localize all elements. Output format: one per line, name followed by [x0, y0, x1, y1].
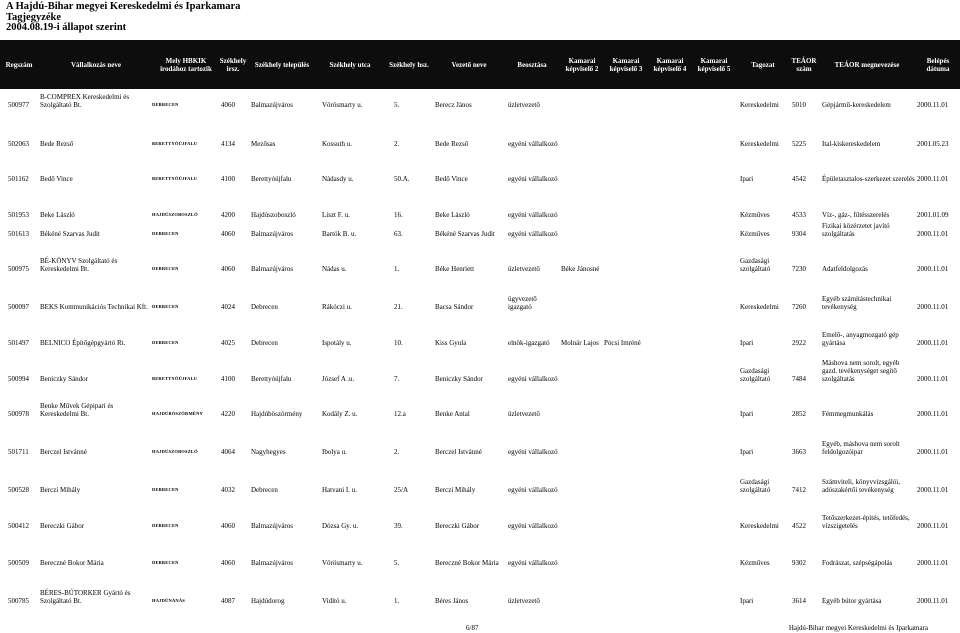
- cell-tagozat: Kézműves: [740, 559, 770, 567]
- cell-leader: Béke Henriett: [435, 265, 475, 273]
- header-irsz: Székhely irsz.: [219, 56, 247, 73]
- cell-tagozat: Kereskedelmi: [740, 303, 779, 311]
- cell-town: Debrecen: [251, 339, 278, 347]
- cell-date: 2000.11.01: [917, 448, 949, 456]
- cell-teaor: 7412: [792, 486, 806, 494]
- cell-pos: ügyvezető igazgató: [508, 295, 537, 311]
- cell-tagozat: Gazdasági szolgáltató: [740, 367, 771, 383]
- cell-pos: üzletvezető: [508, 410, 540, 418]
- header-regszam: Regszám: [5, 60, 33, 69]
- cell-k2: Molnár Lajos: [561, 339, 599, 347]
- cell-pos: egyéni vállalkozó: [508, 486, 558, 494]
- header-vallalkozas-neve: Vállalkozás neve: [71, 60, 121, 69]
- header-beosztas: Beosztása: [517, 60, 547, 69]
- header-hsz: Székhely hsz.: [389, 60, 429, 69]
- cell-street: Ispotály u.: [322, 339, 352, 347]
- cell-name: Beke László: [40, 211, 75, 219]
- cell-zip: 4100: [221, 175, 235, 183]
- cell-hsz: 21.: [394, 303, 403, 311]
- cell-hsz: 39.: [394, 522, 403, 530]
- cell-leader: Benke Antal: [435, 410, 470, 418]
- cell-name: BEKS Kommunikációs Technikai Kft.: [40, 303, 148, 311]
- cell-reg: 500509: [8, 559, 29, 567]
- cell-town: Balmazújváros: [251, 230, 293, 238]
- cell-name: Bereczki Gábor: [40, 522, 85, 530]
- cell-city: DEBRECEN: [152, 231, 179, 236]
- cell-city: DEBRECEN: [152, 102, 179, 107]
- cell-teaor: 2922: [792, 339, 806, 347]
- cell-leader: Bereczki Gábor: [435, 522, 480, 530]
- cell-tagozat: Kereskedelmi: [740, 522, 779, 530]
- header-teaor-szam: TEÁOR szám: [791, 56, 817, 73]
- cell-pos: egyéni vállalkozó: [508, 375, 558, 383]
- cell-hsz: 2.: [394, 448, 400, 456]
- cell-teaor-name: Egyéb, máshova nem sorolt feldolgozóipar: [822, 440, 900, 456]
- cell-zip: 4134: [221, 140, 235, 148]
- cell-hsz: 2.: [394, 140, 400, 148]
- cell-date: 2000.11.01: [917, 597, 949, 605]
- cell-name: Benke Művek Gépipari és Kereskedelmi Bt.: [40, 402, 114, 418]
- cell-k3: Pócsi Imréné: [604, 339, 641, 347]
- cell-city: DEBRECEN: [152, 340, 179, 345]
- cell-reg: 502063: [8, 140, 29, 148]
- cell-zip: 4024: [221, 303, 235, 311]
- cell-reg: 500978: [8, 410, 29, 418]
- cell-zip: 4060: [221, 522, 235, 530]
- cell-teaor: 3614: [792, 597, 806, 605]
- cell-date: 2000.11.01: [917, 559, 949, 567]
- header-telepules: Székhely település: [254, 60, 310, 69]
- cell-city: DEBRECEN: [152, 523, 179, 528]
- cell-city: DEBRECEN: [152, 487, 179, 492]
- cell-date: 2000.11.01: [917, 339, 949, 347]
- cell-town: Balmazújváros: [251, 265, 293, 273]
- cell-name: Beniczky Sándor: [40, 375, 89, 383]
- cell-leader: Kiss Gyula: [435, 339, 467, 347]
- cell-leader: Bede Rezső: [435, 140, 469, 148]
- cell-street: Kossuth u.: [322, 140, 352, 148]
- cell-teaor: 4533: [792, 211, 806, 219]
- cell-teaor: 7484: [792, 375, 806, 383]
- cell-tagozat: Ipari: [740, 597, 754, 605]
- cell-date: 2000.11.01: [917, 410, 949, 418]
- cell-tagozat: Ipari: [740, 448, 754, 456]
- cell-teaor-name: Emelő-, anyagmozgató gép gyártása: [822, 331, 899, 347]
- cell-hsz: 5.: [394, 559, 400, 567]
- cell-city: DEBRECEN: [152, 266, 179, 271]
- table-header: [0, 40, 960, 89]
- cell-zip: 4060: [221, 265, 235, 273]
- cell-tagozat: Ipari: [740, 175, 754, 183]
- cell-hsz: 7.: [394, 375, 400, 383]
- cell-hsz: 10.: [394, 339, 403, 347]
- cell-street: Nádas u.: [322, 265, 347, 273]
- cell-town: Hajdúdorog: [251, 597, 285, 605]
- cell-leader: Berczel Istvánné: [435, 448, 482, 456]
- cell-reg: 500528: [8, 486, 29, 494]
- cell-pos: elnök-igazgató: [508, 339, 550, 347]
- cell-date: 2000.11.01: [917, 486, 949, 494]
- cell-teaor: 9302: [792, 559, 806, 567]
- header-kepviselo-4: Kamarai képviselő 4: [653, 56, 687, 73]
- cell-pos: üzletvezető: [508, 597, 540, 605]
- cell-hsz: 25/A: [394, 486, 408, 494]
- cell-pos: üzletvezető: [508, 101, 540, 109]
- cell-name: Bede Rezső: [40, 140, 74, 148]
- cell-date: 2000.11.01: [917, 265, 949, 273]
- cell-teaor: 4542: [792, 175, 806, 183]
- cell-teaor: 3663: [792, 448, 806, 456]
- title-line-1: A Hajdú-Bihar megyei Kereskedelmi és Iparkamara: [6, 1, 241, 12]
- cell-hsz: 5.: [394, 101, 400, 109]
- cell-town: Hajdúszoboszló: [251, 211, 296, 219]
- cell-zip: 4032: [221, 486, 235, 494]
- cell-name: Berczi Mihály: [40, 486, 81, 494]
- cell-town: Nagyhegyes: [251, 448, 286, 456]
- cell-teaor-name: Egyéb bútor gyártása: [822, 597, 882, 605]
- cell-reg: 500975: [8, 265, 29, 273]
- cell-reg: 500994: [8, 375, 29, 383]
- cell-date: 2000.11.01: [917, 522, 949, 530]
- cell-street: Bartók B. u.: [322, 230, 357, 238]
- cell-zip: 4100: [221, 375, 235, 383]
- cell-leader: Béres János: [435, 597, 469, 605]
- cell-teaor-name: Számviteli, könyvvizsgálói, adószakértői tevékenység: [822, 478, 900, 494]
- cell-tagozat: Ipari: [740, 410, 754, 418]
- header-kepviselo-2: Kamarai képviselő 2: [565, 56, 599, 73]
- header-kepviselo-5: Kamarai képviselő 5: [697, 56, 731, 73]
- cell-tagozat: Ipari: [740, 339, 754, 347]
- header-kepviselo-3: Kamarai képviselő 3: [609, 56, 643, 73]
- header-iroda: Mely HBKIK irodához tartozik: [160, 56, 212, 73]
- cell-tagozat: Gazdasági szolgáltató: [740, 478, 771, 494]
- cell-street: Vidító u.: [322, 597, 347, 605]
- cell-reg: 500977: [8, 101, 29, 109]
- cell-pos: egyéni vállalkozó: [508, 175, 558, 183]
- cell-name: BÉRES-BÚTORKER Gyártó és Szolgáltató Bt.: [40, 589, 131, 605]
- cell-teaor: 2852: [792, 410, 806, 418]
- cell-reg: 500785: [8, 597, 29, 605]
- cell-leader: Bacsa Sándor: [435, 303, 474, 311]
- cell-date: 2000.11.01: [917, 375, 949, 383]
- cell-street: Kodály Z. u.: [322, 410, 358, 418]
- cell-city: BERETTYÓÚJFALU: [152, 376, 198, 381]
- cell-town: Berettyóújfalu: [251, 375, 292, 383]
- cell-teaor-name: Épületasztalos-szerkezet szerelés: [822, 175, 915, 183]
- cell-town: Debrecen: [251, 486, 278, 494]
- cell-teaor-name: Tetőszerkezet-építés, tetőfedés, vízszigetelés: [822, 514, 910, 530]
- cell-leader: Beke László: [435, 211, 470, 219]
- title-line-3: 2004.08.19-i állapot szerint: [6, 22, 127, 33]
- cell-city: HAJDÚSZOBOSZLÓ: [152, 449, 198, 454]
- footer-organization: Hajdú-Bihar megyei Kereskedelmi és Iparkamara: [788, 624, 928, 632]
- cell-street: Nádasdy u.: [322, 175, 354, 183]
- cell-teaor-name: Egyéb számítástechnikai tevékenység: [822, 295, 892, 311]
- cell-hsz: 50.A.: [394, 175, 410, 183]
- cell-teaor-name: Fodrászat, szépségápolás: [822, 559, 893, 567]
- cell-k2: Béke Jánosné: [561, 265, 600, 273]
- cell-pos: egyéni vállalkozó: [508, 522, 558, 530]
- cell-hsz: 12.a: [394, 410, 406, 418]
- cell-tagozat: Kereskedelmi: [740, 140, 779, 148]
- cell-pos: egyéni vállalkozó: [508, 230, 558, 238]
- cell-reg: 500412: [8, 522, 29, 530]
- cell-hsz: 1.: [394, 265, 400, 273]
- cell-zip: 4200: [221, 211, 235, 219]
- cell-reg: 501162: [8, 175, 29, 183]
- header-utca: Székhely utca: [329, 60, 371, 69]
- cell-hsz: 16.: [394, 211, 403, 219]
- cell-town: Balmazújváros: [251, 101, 293, 109]
- title-line-2: Tagjegyzéke: [6, 11, 62, 23]
- cell-name: Bereczné Bokor Mária: [40, 559, 104, 567]
- header-belepes-datuma: Belépés dátuma: [926, 56, 950, 73]
- cell-name: B-COMPREX Kereskedelmi és Szolgáltató Bt.: [40, 93, 130, 109]
- cell-zip: 4060: [221, 559, 235, 567]
- cell-teaor: 7260: [792, 303, 806, 311]
- cell-teaor-name: Fizikai közérzetet javító szolgáltatás: [822, 222, 890, 238]
- cell-zip: 4060: [221, 101, 235, 109]
- cell-zip: 4220: [221, 410, 235, 418]
- cell-name: Békéné Szarvas Judit: [40, 230, 100, 238]
- cell-reg: 500097: [8, 303, 29, 311]
- cell-street: Hatvani I. u.: [322, 486, 357, 494]
- cell-town: Mezősas: [251, 140, 276, 148]
- cell-reg: 501613: [8, 230, 29, 238]
- cell-teaor-name: Víz-, gáz-, fűtésszerelés: [822, 211, 890, 219]
- cell-teaor: 5010: [792, 101, 806, 109]
- cell-tagozat: Kézműves: [740, 230, 770, 238]
- cell-street: József A .u.: [322, 375, 355, 383]
- cell-street: Ibolya u.: [322, 448, 347, 456]
- cell-town: Balmazújváros: [251, 522, 293, 530]
- cell-teaor: 5225: [792, 140, 806, 148]
- cell-leader: Berczi Mihály: [435, 486, 476, 494]
- cell-street: Vörösmarty u.: [322, 101, 363, 109]
- cell-zip: 4087: [221, 597, 235, 605]
- cell-pos: egyéni vállalkozó: [508, 559, 558, 567]
- page-number: 6/87: [466, 624, 479, 632]
- cell-tagozat: Kézműves: [740, 211, 770, 219]
- cell-city: HAJDÚSZOBOSZLÓ: [152, 212, 198, 217]
- cell-teaor-name: Fémmegmunkálás: [822, 410, 874, 418]
- cell-city: HAJDÚNÁNÁS: [152, 598, 186, 603]
- cell-name: Berczel Istvánné: [40, 448, 87, 456]
- header-tagozat: Tagozat: [751, 60, 775, 69]
- cell-date: 2000.11.01: [917, 101, 949, 109]
- cell-teaor: 7230: [792, 265, 806, 273]
- cell-street: Dózsa Gy. u.: [322, 522, 359, 530]
- cell-leader: Beniczky Sándor: [435, 375, 484, 383]
- cell-date: 2001.01.09: [917, 211, 949, 219]
- cell-street: Liszt F. u.: [322, 211, 350, 219]
- header-teaor-megnevezese: TEÁOR megnevezése: [834, 60, 900, 69]
- cell-name: BÉ-KÖNYV Szolgáltató és Kereskedelmi Bt.: [40, 257, 118, 273]
- cell-town: Balmazújváros: [251, 559, 293, 567]
- cell-date: 2001.05.23: [917, 140, 949, 148]
- cell-date: 2000.11.01: [917, 303, 949, 311]
- cell-name: Bedő Vince: [40, 175, 73, 183]
- cell-pos: egyéni vállalkozó: [508, 140, 558, 148]
- document-title: [6, 2, 240, 34]
- cell-date: 2000.11.01: [917, 175, 949, 183]
- cell-reg: 501711: [8, 448, 29, 456]
- cell-tagozat: Kereskedelmi: [740, 101, 779, 109]
- cell-town: Hajdúböszörmény: [251, 410, 303, 418]
- header-vezeto: Vezető neve: [451, 60, 487, 69]
- cell-leader: Berecz János: [435, 101, 472, 109]
- cell-teaor: 4522: [792, 522, 806, 530]
- cell-hsz: 63.: [394, 230, 403, 238]
- cell-city: DEBRECEN: [152, 304, 179, 309]
- cell-reg: 501953: [8, 211, 29, 219]
- cell-teaor-name: Ital-kiskereskedelem: [822, 140, 881, 148]
- cell-leader: Békéné Szarvas Judit: [435, 230, 495, 238]
- cell-hsz: 1.: [394, 597, 400, 605]
- cell-town: Berettyóújfalu: [251, 175, 292, 183]
- cell-teaor-name: Máshova nem sorolt, egyéb gazd. tevékenységet segítő szolgáltatás: [822, 359, 900, 383]
- cell-pos: üzletvezető: [508, 265, 540, 273]
- cell-city: BERETTYÓÚJFALU: [152, 176, 198, 181]
- cell-city: DEBRECEN: [152, 560, 179, 565]
- cell-zip: 4025: [221, 339, 235, 347]
- cell-pos: egyéni vállalkozó: [508, 211, 558, 219]
- cell-town: Debrecen: [251, 303, 278, 311]
- cell-reg: 501497: [8, 339, 29, 347]
- cell-leader: Bedő Vince: [435, 175, 468, 183]
- cell-street: Rákóczi u.: [322, 303, 352, 311]
- cell-city: BERETTYÓÚJFALU: [152, 141, 198, 146]
- cell-leader: Bereczné Bokor Mária: [435, 559, 499, 567]
- cell-teaor-name: Gépjármű-kereskedelem: [822, 101, 891, 109]
- cell-date: 2000.11.01: [917, 230, 949, 238]
- cell-teaor-name: Adatfeldolgozás: [822, 265, 868, 273]
- cell-street: Vörösmarty u.: [322, 559, 363, 567]
- cell-pos: egyéni vállalkozó: [508, 448, 558, 456]
- cell-tagozat: Gazdasági szolgáltató: [740, 257, 771, 273]
- cell-name: BELNICO Építőgépgyártó Rt.: [40, 339, 126, 347]
- cell-zip: 4064: [221, 448, 235, 456]
- cell-teaor: 9304: [792, 230, 806, 238]
- cell-zip: 4060: [221, 230, 235, 238]
- cell-city: HAJDÚBÖSZÖRMÉNY: [152, 411, 204, 416]
